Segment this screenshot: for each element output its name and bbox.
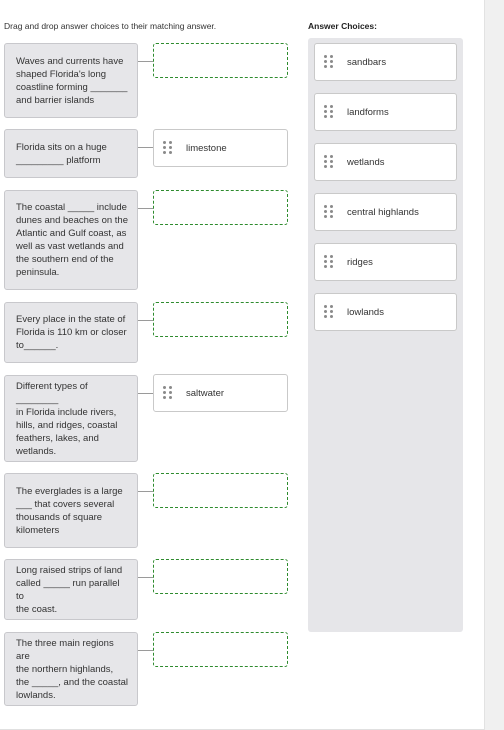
prompt-text: The coastal _____ include dunes and beaches on the Atlantic and Gulf coast, as well as vast wetlands and the southern end of the peninsula. [16, 202, 128, 278]
drag-handle-icon[interactable] [324, 255, 332, 269]
prompt-text: Waves and currents have shaped Florida's long coastline forming _______ and barrier islands [16, 55, 128, 106]
prompt-connector [138, 650, 153, 651]
prompt-connector [138, 491, 153, 492]
choice-central-highlands[interactable] [314, 193, 457, 231]
prompt-text: Long raised strips of land called _____ run parallel to the coast. [16, 564, 123, 615]
prompt-card-2 [4, 129, 138, 178]
prompt-text: Every place in the state of Florida is 110 km or closer to______. [16, 314, 127, 351]
prompt-connector [138, 320, 153, 321]
drag-handle-icon[interactable] [324, 55, 332, 69]
prompt-connector [138, 393, 153, 394]
drag-handle-icon[interactable] [324, 305, 332, 319]
choice-ridges[interactable] [314, 243, 457, 281]
choice-sandbars[interactable] [314, 43, 457, 81]
placed-answer-saltwater[interactable] [153, 374, 288, 412]
drop-zone-8[interactable] [153, 632, 288, 667]
drag-handle-icon[interactable] [324, 155, 332, 169]
prompt-text: Florida sits on a huge _________ platform [16, 141, 107, 166]
prompt-card-8 [4, 632, 138, 706]
prompt-connector [138, 61, 153, 62]
prompt-text: The everglades is a large ___ that covers several thousands of square kilometers [16, 485, 123, 536]
placed-answer-limestone[interactable] [153, 129, 288, 167]
drag-handle-icon[interactable] [163, 386, 171, 400]
prompt-card-6 [4, 473, 138, 548]
prompt-card-5 [4, 375, 138, 462]
choice-landforms[interactable] [314, 93, 457, 131]
choice-label: ridges [347, 256, 373, 268]
choice-label: landforms [347, 106, 389, 118]
drag-handle-icon[interactable] [163, 141, 171, 155]
prompt-connector [138, 208, 153, 209]
placed-answer-label: saltwater [186, 387, 225, 399]
prompt-card-1 [4, 43, 138, 118]
prompt-text: Different types of ________ in Florida include rivers, hills, and ridges, coastal feathers, lakes, and wetlands. [16, 380, 118, 457]
prompt-card-4 [4, 302, 138, 363]
drop-zone-1[interactable] [153, 43, 288, 78]
choice-label: sandbars [347, 56, 387, 68]
prompt-connector [138, 577, 153, 578]
drop-zone-6[interactable] [153, 473, 288, 508]
prompt-card-7 [4, 559, 138, 620]
drag-handle-icon[interactable] [324, 105, 332, 119]
choice-label: wetlands [347, 156, 385, 168]
drop-zone-4[interactable] [153, 302, 288, 337]
choice-label: central highlands [347, 206, 419, 218]
instructions-text: Drag and drop answer choices to their matching answer. [4, 21, 217, 31]
prompt-card-3 [4, 190, 138, 290]
page-scrollbar[interactable] [484, 0, 504, 730]
choice-lowlands[interactable] [314, 293, 457, 331]
drag-handle-icon[interactable] [324, 205, 332, 219]
drop-zone-3[interactable] [153, 190, 288, 225]
answer-choices-heading: Answer Choices: [308, 21, 377, 31]
choice-wetlands[interactable] [314, 143, 457, 181]
drop-zone-7[interactable] [153, 559, 288, 594]
prompt-connector [138, 147, 153, 148]
choice-label: lowlands [347, 306, 384, 318]
prompt-text: The three main regions are the northern highlands, the _____, and the coastal lowlands. [16, 637, 128, 701]
placed-answer-label: limestone [186, 142, 227, 154]
